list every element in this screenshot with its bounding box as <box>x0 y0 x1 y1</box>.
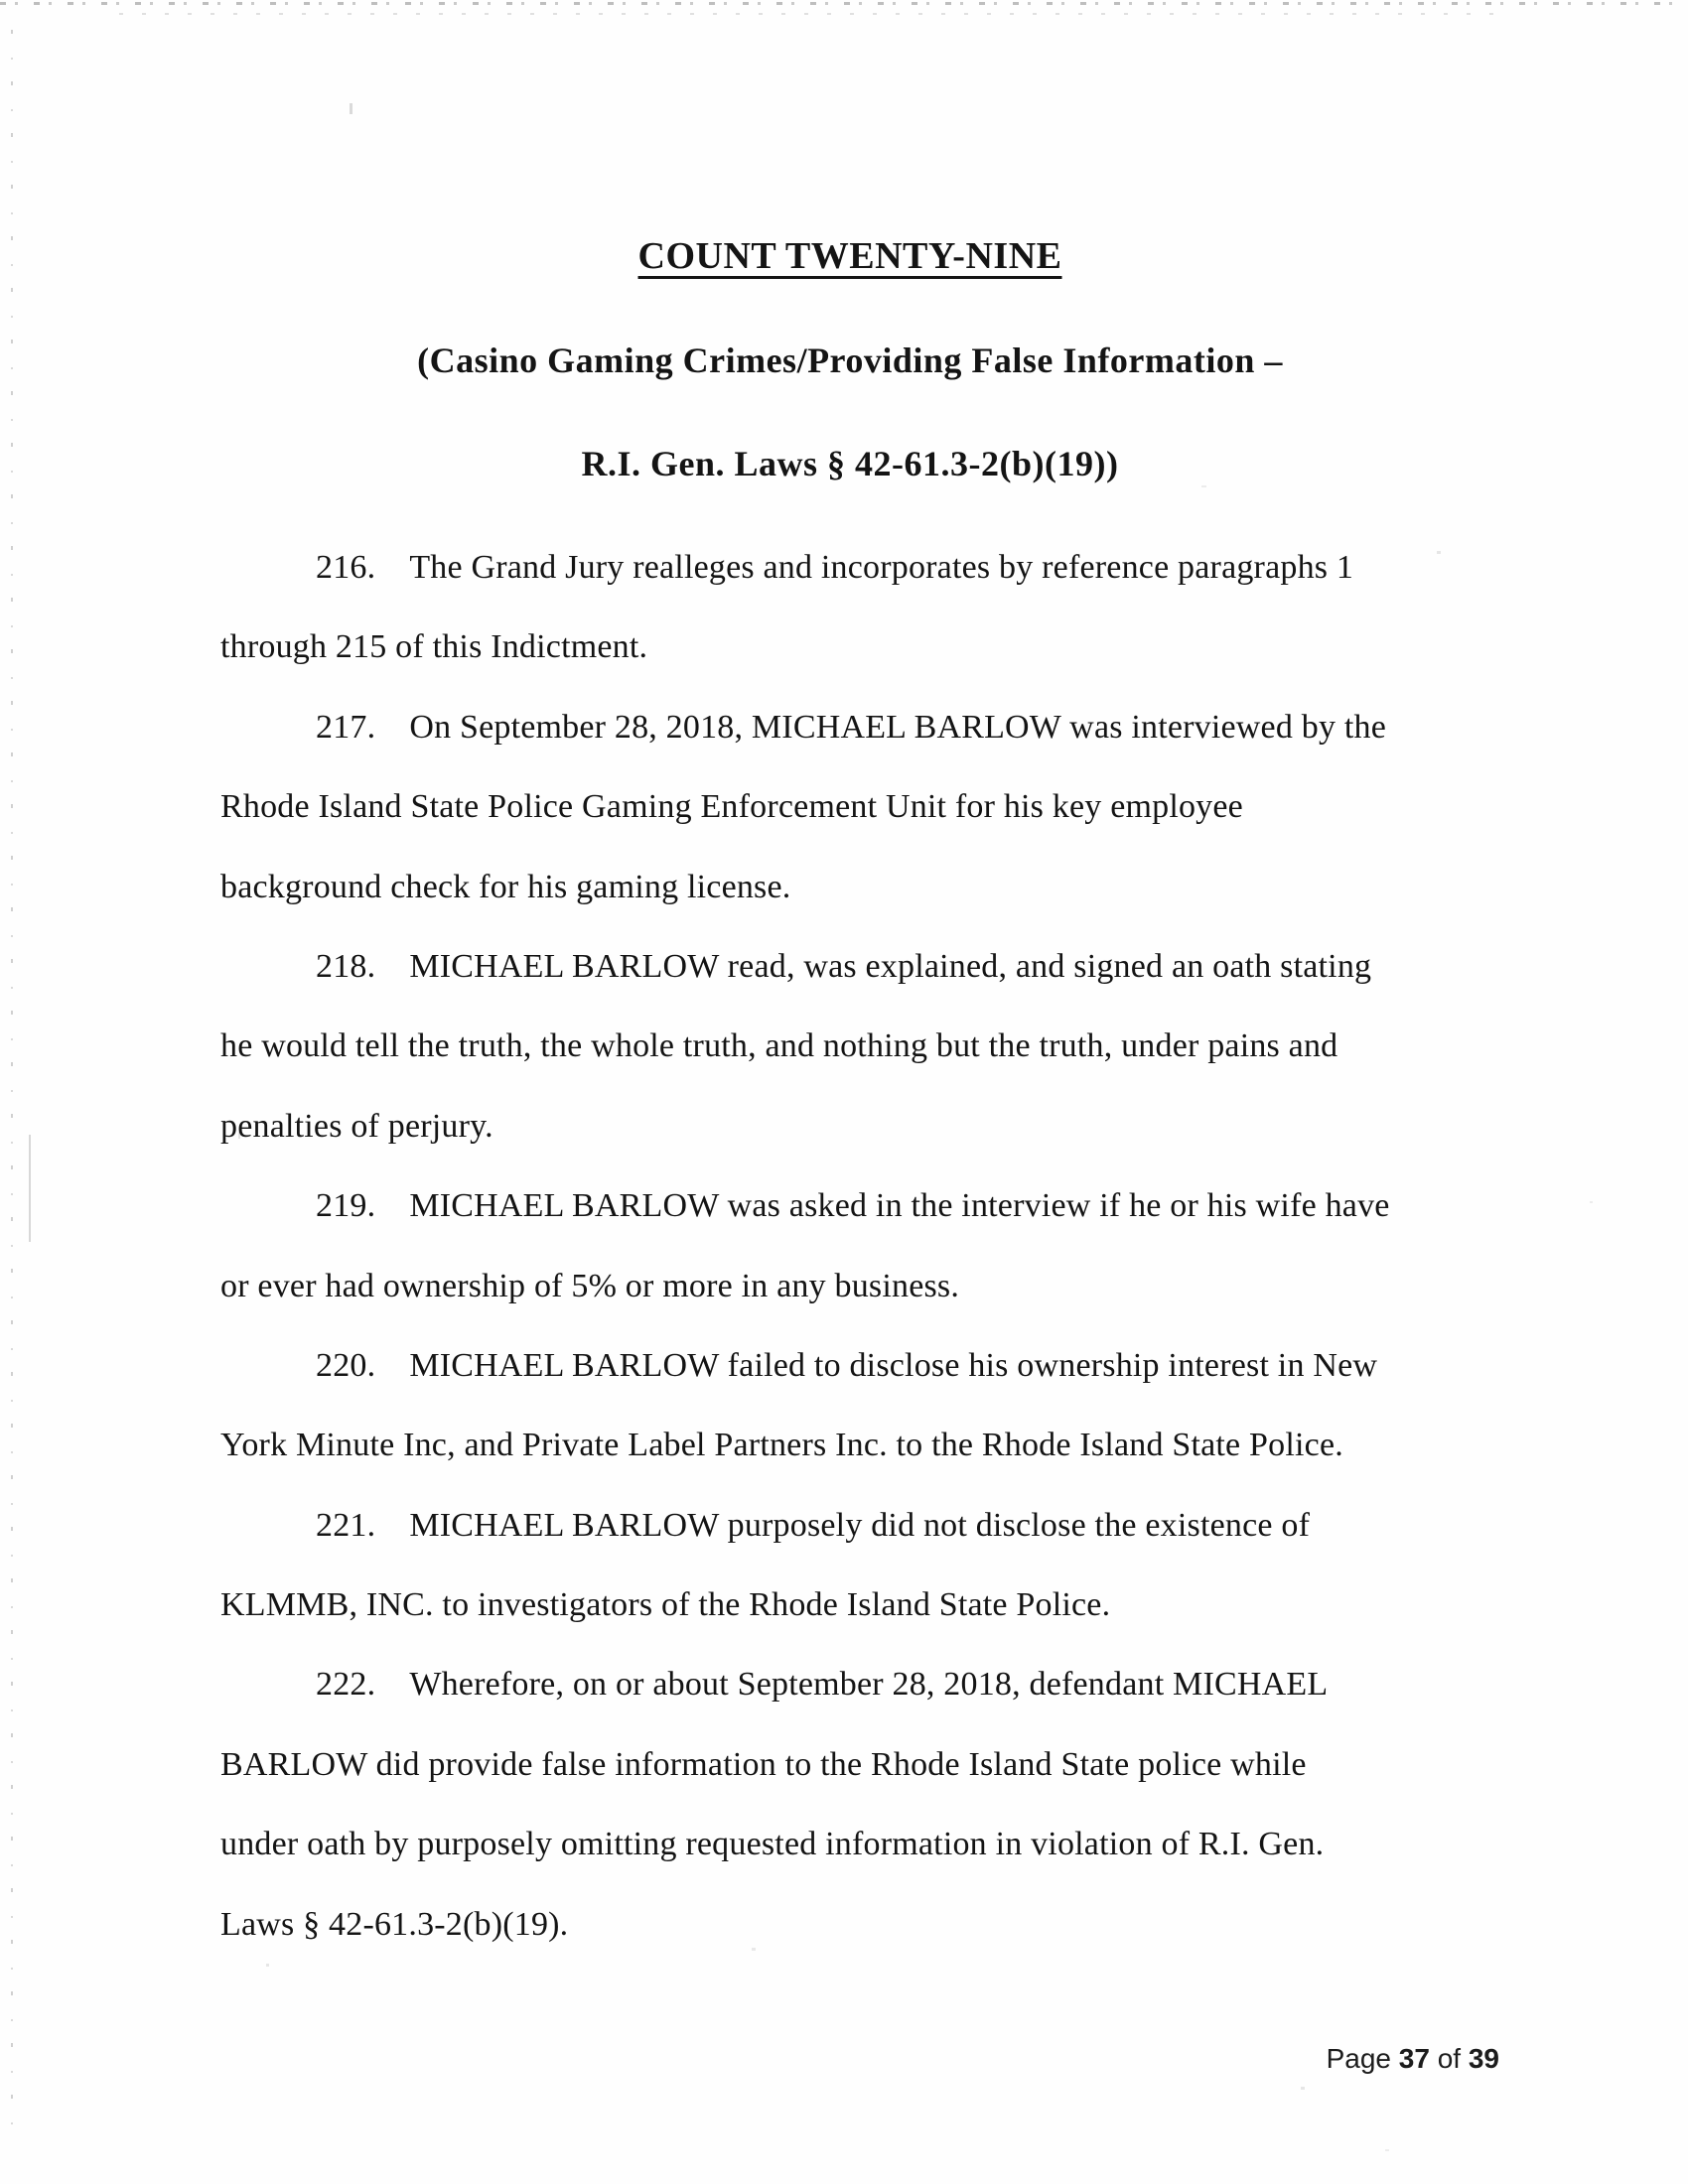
paragraph-line: background check for his gaming license. <box>220 868 791 905</box>
scan-speck <box>1301 2087 1305 2090</box>
paragraph-number: 220. <box>316 1346 376 1384</box>
page-total-number: 39 <box>1468 2043 1499 2074</box>
indictment-body <box>220 528 1501 1965</box>
paragraph-number: 217. <box>316 708 376 746</box>
count-subtitle-statute: R.I. Gen. Laws § 42-61.3-2(b)(19)) <box>581 444 1119 483</box>
scan-noise-top-edge <box>0 2 1688 5</box>
paragraph-line: BARLOW did provide false information to the Rhode Island State police while <box>220 1745 1307 1783</box>
paragraph-222 <box>220 1645 1501 1965</box>
paragraph-line: under oath by purposely omitting requested information in violation of R.I. Gen. <box>220 1826 1325 1863</box>
paragraph-number: 222. <box>316 1666 376 1704</box>
paragraph-number: 218. <box>316 947 376 985</box>
paragraph-218 <box>220 927 1501 1166</box>
paragraph-number: 221. <box>316 1506 376 1544</box>
paragraph-text: MICHAEL BARLOW purposely did not disclose the existence of <box>409 1506 1311 1544</box>
paragraph-line: Laws § 42-61.3-2(b)(19). <box>220 1905 569 1943</box>
paragraph-219 <box>220 1166 1501 1326</box>
paragraph-line <box>220 1166 1501 1246</box>
count-title: COUNT TWENTY-NINE <box>637 235 1062 277</box>
count-subtitle-charge: (Casino Gaming Crimes/Providing False Information – <box>417 341 1283 380</box>
paragraph-line: he would tell the truth, the whole truth, and nothing but the truth, under pains and <box>220 1027 1338 1065</box>
scan-speck <box>1385 2149 1389 2151</box>
page-label: Page <box>1326 2043 1391 2074</box>
scan-noise-left-edge <box>11 30 13 2134</box>
scan-speck <box>1201 485 1206 487</box>
paragraph-line <box>220 1326 1501 1406</box>
paragraph-line: Rhode Island State Police Gaming Enforcement Unit for his key employee <box>220 788 1243 826</box>
paragraph-line: penalties of perjury. <box>220 1107 493 1145</box>
count-heading <box>220 234 1479 278</box>
paragraph-line <box>220 528 1501 608</box>
scan-artifact-tick <box>350 103 352 114</box>
scan-noise-top-edge-2 <box>119 13 1509 15</box>
paragraph-220 <box>220 1326 1501 1486</box>
paragraph-221 <box>220 1486 1501 1646</box>
scan-speck <box>1590 1201 1593 1203</box>
paragraph-line <box>220 1486 1501 1566</box>
paragraph-number: 216. <box>316 549 376 586</box>
paragraph-line <box>220 1645 1501 1724</box>
paragraph-216 <box>220 528 1501 688</box>
paragraph-217 <box>220 688 1501 927</box>
paragraph-line: KLMMB, INC. to investigators of the Rhode Island State Police. <box>220 1586 1111 1624</box>
paragraph-line: or ever had ownership of 5% or more in any business. <box>220 1267 960 1304</box>
scan-artifact-line <box>29 1135 31 1242</box>
of-label: of <box>1437 2043 1462 2074</box>
page-current-number: 37 <box>1398 2043 1430 2074</box>
paragraph-line: York Minute Inc, and Private Label Partners Inc. to the Rhode Island State Police. <box>220 1427 1343 1464</box>
paragraph-line <box>220 927 1501 1007</box>
paragraph-number: 219. <box>316 1187 376 1225</box>
page-number-footer <box>1327 2043 1499 2075</box>
paragraph-line <box>220 688 1501 767</box>
paragraph-text: Wherefore, on or about September 28, 2018, defendant MICHAEL <box>409 1666 1329 1704</box>
paragraph-text: MICHAEL BARLOW was asked in the interview if he or his wife have <box>409 1187 1390 1225</box>
paragraph-text: MICHAEL BARLOW failed to disclose his ownership interest in New <box>409 1346 1378 1384</box>
paragraph-text: The Grand Jury realleges and incorporates by reference paragraphs 1 <box>409 549 1354 586</box>
paragraph-line: through 215 of this Indictment. <box>220 628 648 666</box>
paragraph-text: On September 28, 2018, MICHAEL BARLOW was interviewed by the <box>409 708 1386 746</box>
paragraph-text: MICHAEL BARLOW read, was explained, and signed an oath stating <box>409 947 1372 985</box>
